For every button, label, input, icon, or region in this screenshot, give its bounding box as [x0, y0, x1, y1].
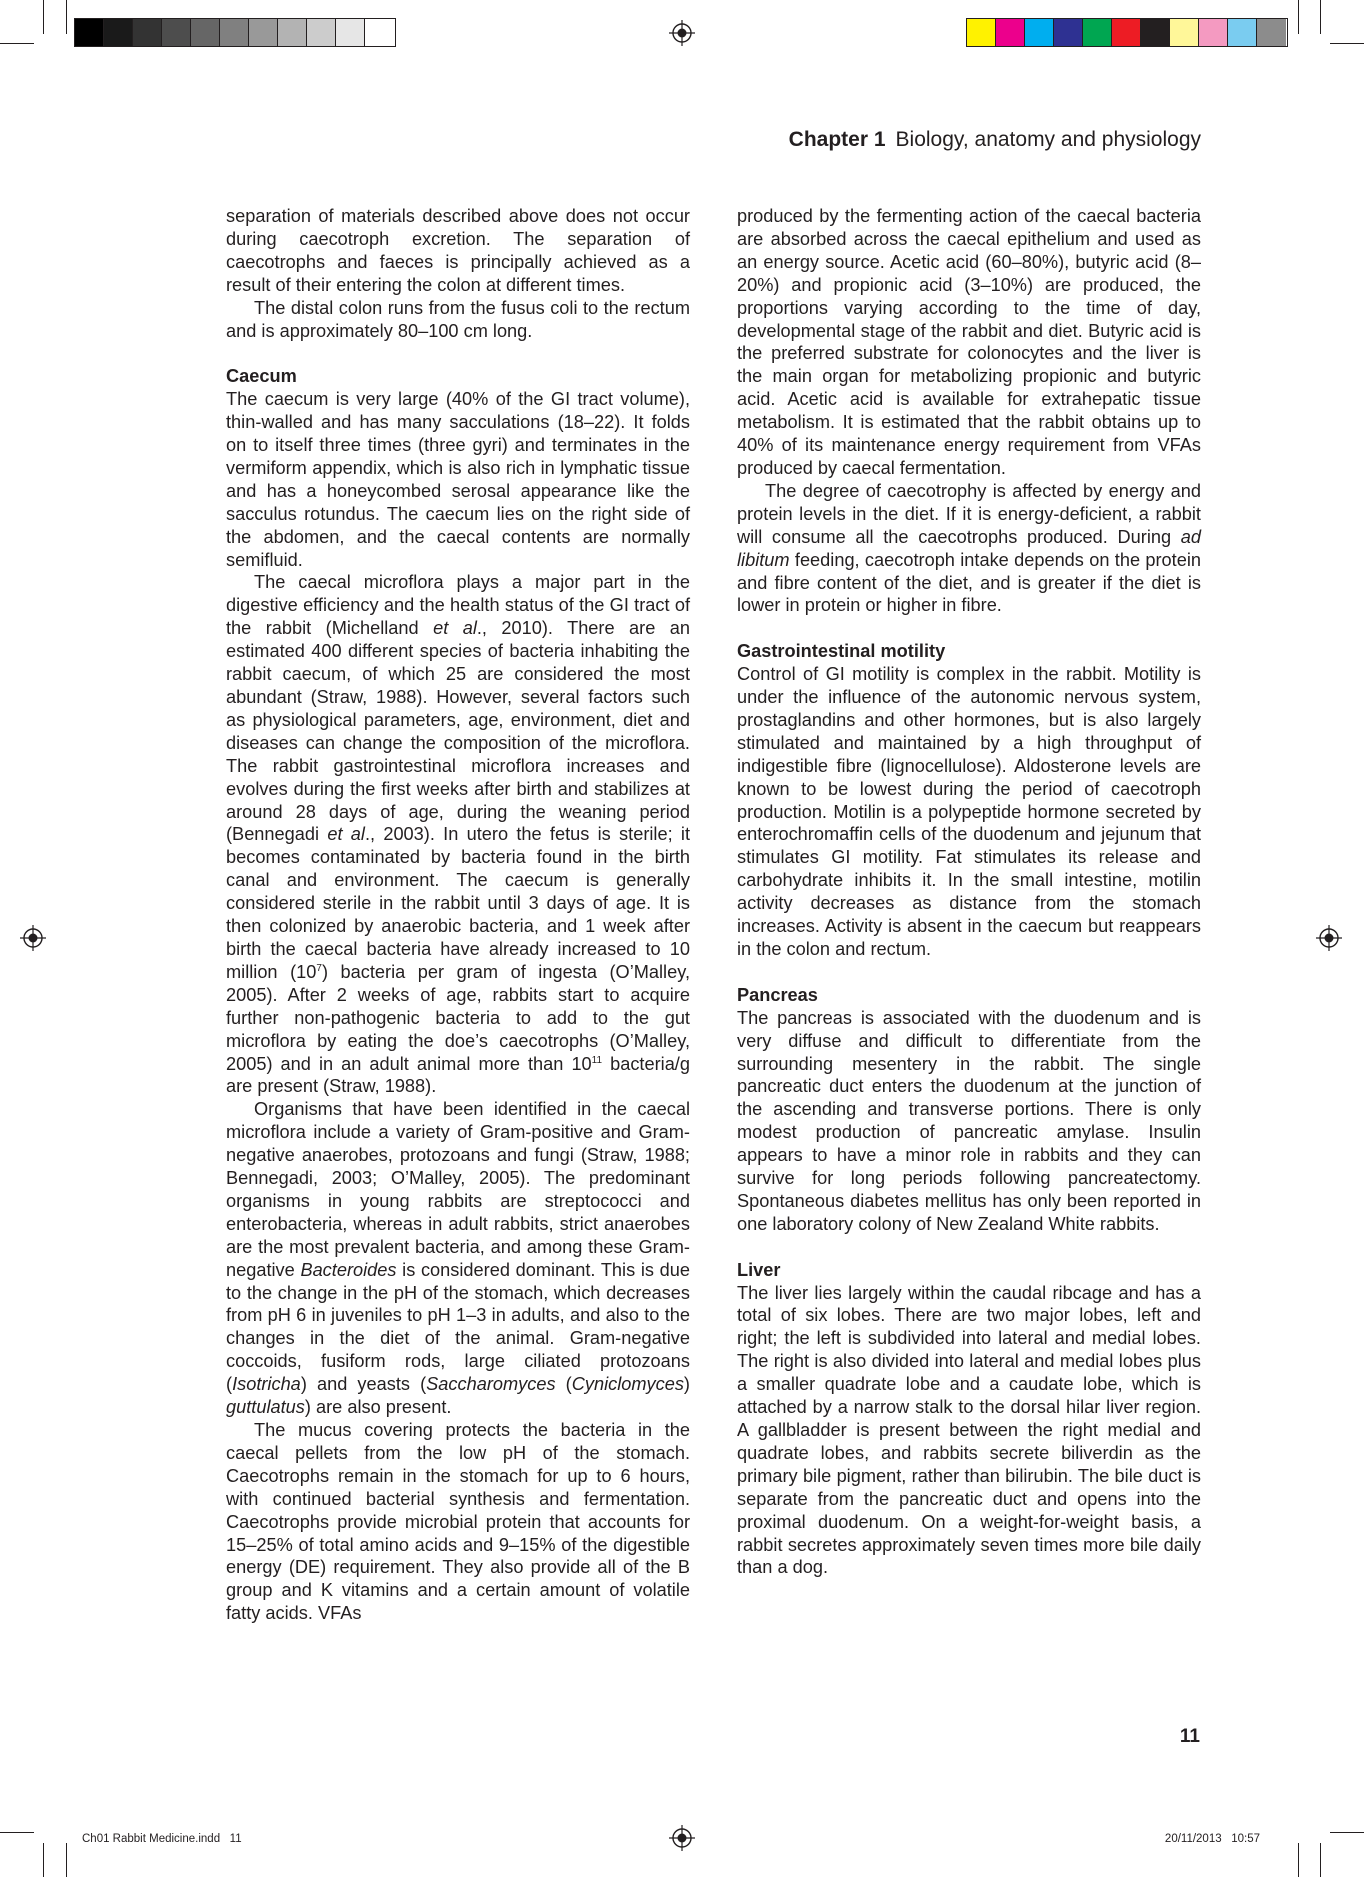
paragraph: Control of GI motility is complex in the rabbit. Motility is under the influence of the autonomic nervous system, prostaglandins and other hormones, but is also largely stimulated and maintained by a high throughput of indigestible fibre (lignocellulose). Aldosterone levels are known to be lowest during the period of caecotroph production. Motilin is a polypeptide hormone secreted by enterochromaffin cells of the duodenum and jejunum that stimulates GI motility. Fat stimulates its release and carbohydrate inhibits it. In the small intestine, motilin activity decreases as distance from the stomach increases. Activity is absent in the caecum but reappears in the colon and rectum.: [737, 664, 1201, 959]
color-swatch: [133, 19, 162, 46]
crop-mark: [1320, 0, 1321, 34]
paragraph: The degree of caecotrophy is affected by energy and protein levels in the diet. If it is energy-deficient, a rabbit will consume all the caecotrophs produced. During ad libitum feeding, caecotroph intake depends on the protein and fibre content of the diet, and is greater if the diet is lower in protein or higher in fibre.: [737, 480, 1201, 616]
color-swatch: [967, 19, 996, 46]
color-swatch: [1228, 19, 1257, 46]
color-swatch: [191, 19, 220, 46]
color-swatch: [996, 19, 1025, 46]
color-swatch: [307, 19, 336, 46]
paragraph: The liver lies largely within the caudal ribcage and has a total of six lobes. There are two major lobes, left and right; the left is subdivided into lateral and medial lobes. The right is also divided into lateral and medial lobes plus a smaller quadrate lobe and a caudate lobe, which is attached by a narrow stalk to the dorsal hilar liver region. A gallbladder is present between the right medial and quadrate lobes, and rabbits secrete biliverdin as the primary bile pigment, rather than bilirubin. The bile duct is separate from the pancreatic duct and opens into the proximal duodenum. On a weight-for-weight basis, a rabbit secretes approximately seven times more bile daily than a dog.: [737, 1282, 1201, 1578]
color-swatch: [162, 19, 191, 46]
page-number: 11: [1179, 1726, 1200, 1747]
paragraph: The pancreas is associated with the duodenum and is very diffuse and difficult to differentiate from the surrounding mesentery in the rabbit. The single pancreatic duct enters the duodenum at the junction of the ascending and transverse portions. There is only modest production of pancreatic amylase. Insulin appears to have a minor role in rabbits and they can survive for long periods following pancreatectomy. Spontaneous diabetes mellitus has only been reported in one laboratory colony of New Zealand White rabbits.: [737, 1007, 1201, 1234]
chapter-number: Chapter 1: [788, 128, 886, 151]
crop-mark: [1330, 43, 1364, 44]
crop-mark: [0, 1832, 34, 1833]
color-swatch: [1170, 19, 1199, 46]
paragraph: The distal colon runs from the fusus coli to the rectum and is approximately 80–100 cm long.: [226, 297, 690, 341]
crop-mark: [1330, 1832, 1364, 1833]
running-header: [789, 128, 1201, 152]
slug-timestamp: 20/11/2013 10:57: [1164, 1833, 1260, 1845]
color-swatch: [278, 19, 307, 46]
color-swatch: [1141, 19, 1170, 46]
color-swatch: [1199, 19, 1228, 46]
section-heading-liver: Liver: [737, 1259, 781, 1280]
chapter-title: Biology, anatomy and physiology: [895, 128, 1201, 151]
paragraph: The mucus covering protects the bacteria in the caecal pellets from the low pH of the stomach. Caecotrophs remain in the stomach for up to 6 hours, with continued bacterial synthesis and fermentation. Caecotrophs provide microbial protein that accounts for 15–25% of total amino acids and 9–15% of the digestible energy (DE) requirement. They also provide all of the B group and K vitamins and a certain amount of volatile fatty acids. VFAs: [226, 1420, 690, 1624]
paragraph: Organisms that have been identified in the caecal microflora include a variety of Gram-positive and Gram-negative anaerobes, protozoans and fungi (Straw, 1988; Bennegadi, 2003; O’Malley, 2005). The predominant organisms in young rabbits are streptococci and enterobacteria, whereas in adult rabbits, strict anaerobes are the most prevalent bacteria, and among these Gram-negative Bacteroides is considered dominant. This is due to the change in the pH of the stomach, which decreases from pH 6 in juveniles to pH 1–3 in adults, and also to the changes in the diet of the animal. Gram-negative coccoids, fusiform rods, large ciliated protozoans (Isotricha) and yeasts (Saccharomyces (Cyniclomyces) guttulatus) are also present.: [226, 1099, 690, 1418]
color-swatch: [336, 19, 365, 46]
color-swatch: [1112, 19, 1141, 46]
crop-mark: [66, 0, 67, 34]
section-heading-pancreas: Pancreas: [737, 984, 818, 1005]
crop-mark: [66, 1843, 67, 1877]
paragraph: produced by the fermenting action of the caecal bacteria are absorbed across the caecal epithelium and used as an energy source. Acetic acid (60–80%), butyric acid (8–20%) and propionic acid (3–10%) are produced, the proportions varying according to the time of day, developmental stage of the rabbit and diet. Butyric acid is the preferred substrate for colonocytes and the liver is the main organ for metabolizing propionic and butyric acid. Acetic acid is available for extrahepatic tissue metabolism. It is estimated that the rabbit obtains up to 40% of its maintenance energy requirement from VFAs produced by caecal fermentation.: [737, 206, 1201, 478]
color-swatch: [1083, 19, 1112, 46]
section-heading-gastrointestinal-motility: Gastrointestinal motility: [737, 641, 946, 662]
color-swatch: [220, 19, 249, 46]
right-column: [737, 205, 1201, 1579]
crop-mark: [1320, 1843, 1321, 1877]
section-heading-caecum: Caecum: [226, 366, 297, 387]
registration-mark-icon: [1316, 925, 1342, 951]
color-swatch: [365, 19, 394, 46]
registration-mark-icon: [20, 925, 46, 951]
crop-mark: [43, 1843, 44, 1877]
crop-mark: [1298, 1843, 1299, 1877]
color-swatch: [1257, 19, 1286, 46]
crop-mark: [0, 43, 34, 44]
crop-mark: [43, 0, 44, 34]
registration-mark-icon: [669, 1825, 695, 1851]
left-column: [226, 205, 690, 1625]
crop-mark: [1298, 0, 1299, 34]
color-swatch: [75, 19, 104, 46]
grayscale-color-bar: [74, 18, 396, 47]
color-swatch: [1025, 19, 1054, 46]
color-swatch: [104, 19, 133, 46]
slug-filename: Ch01 Rabbit Medicine.indd 11: [82, 1833, 242, 1845]
process-color-bar: [966, 18, 1288, 47]
paragraph: The caecal microflora plays a major part in the digestive efficiency and the health status of the GI tract of the rabbit (Michelland et al., 2010). There are an estimated 400 different species of bacteria inhabiting the rabbit caecum, of which 25 are considered the most abundant (Straw, 1988). However, several factors such as physiological parameters, age, environment, diet and diseases can change the composition of the microflora. The rabbit gastrointestinal microflora increases and evolves during the first weeks after birth and stabilizes at around 28 days of age, during the weaning period (Bennegadi et al., 2003). In utero the fetus is sterile; it becomes contaminated by bacteria found in the birth canal and environment. The caecum is generally considered sterile in the rabbit until 3 days of age. It is then colonized by anaerobic bacteria, and 1 week after birth the caecal bacteria have already increased to 10 million $(10^7)$ bacteria per gram of ingesta (O’Malley, 2005). After 2 weeks of age, rabbits start to acquire further non-pathogenic bacteria to add to the gut microflora by eating the doe’s caecotrophs (O’Malley, 2005) and in an adult animal more than $10^{11}$ bacteria/g are present (Straw, 1988).: [226, 572, 690, 1097]
color-swatch: [1054, 19, 1083, 46]
paragraph: separation of materials described above does not occur during caecotroph excretion. The separation of caecotrophs and faeces is principally achieved as a result of their entering the colon at different times.: [226, 206, 690, 295]
registration-mark-icon: [669, 20, 695, 46]
color-swatch: [249, 19, 278, 46]
paragraph: The caecum is very large (40% of the GI tract volume), thin-walled and has many sacculations (18–22). It folds on to itself three times (three gyri) and terminates in the vermiform appendix, which is also rich in lymphatic tissue and has a honeycombed serosal appearance like the sacculus rotundus. The caecum lies on the right side of the abdomen, and the caecal contents are normally semifluid.: [226, 389, 690, 570]
